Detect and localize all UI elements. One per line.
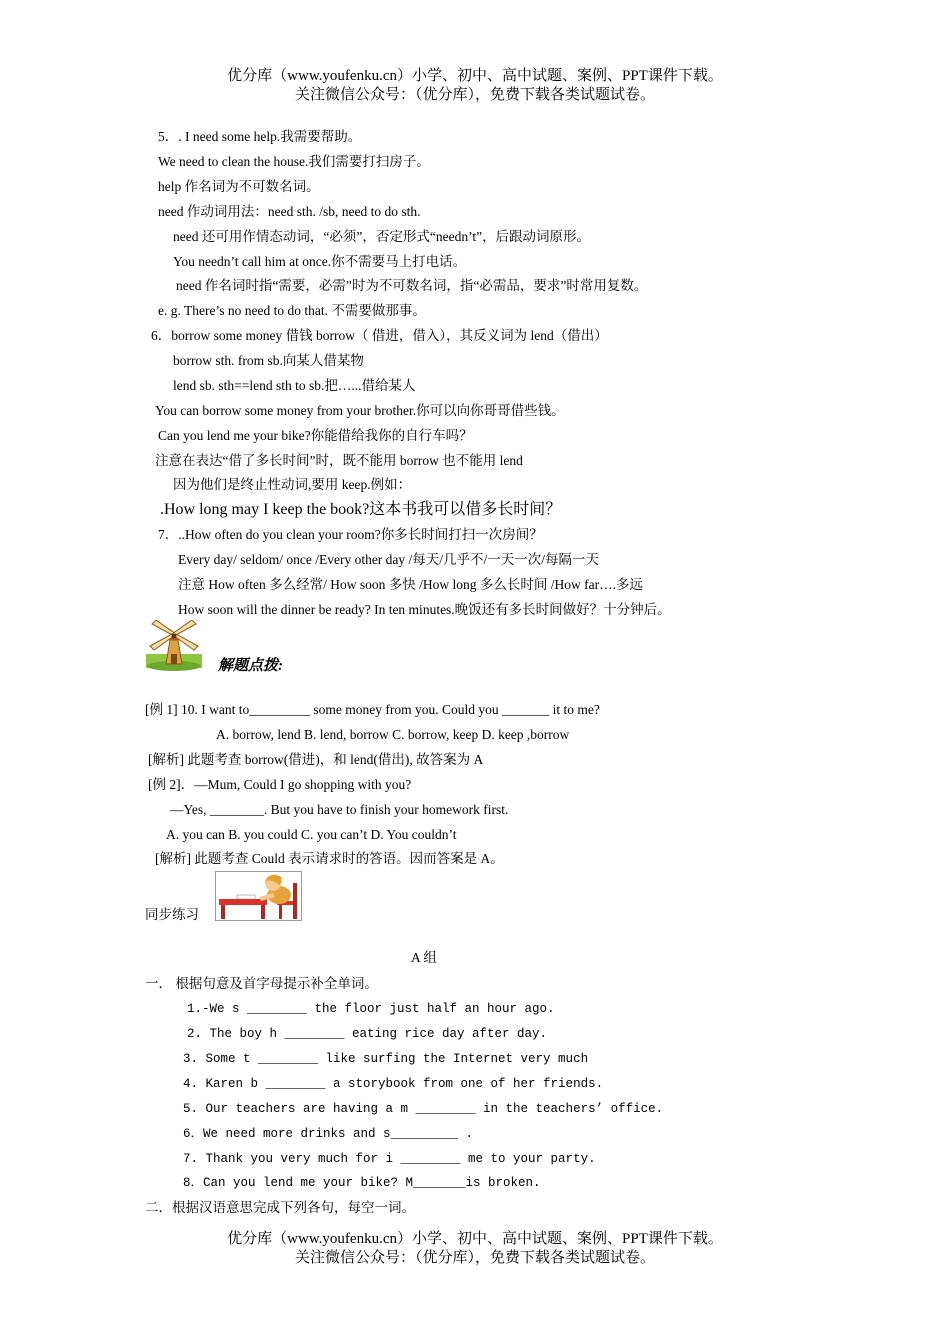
- note-line: 5．. I need some help.我需要帮助。: [158, 129, 362, 144]
- note-line: help 作名词为不可数名词。: [158, 179, 320, 194]
- note-line: 6．borrow some money 借钱 borrow（ 借进，借入），其反义词为 lend（借出）: [151, 328, 608, 343]
- exercise-item: 3. Some t ________ like surfing the Internet very much: [183, 1052, 589, 1066]
- group-a-title: A 组: [411, 950, 437, 965]
- exercise-item: 1.-We s ________ the floor just half an hour ago.: [187, 1002, 555, 1016]
- section2-title: 二．根据汉语意思完成下列各句，每空一词。: [145, 1200, 415, 1215]
- note-line: 注意在表达“借了多长时间”时，既不能用 borrow 也不能用 lend: [155, 453, 523, 468]
- note-line: 7．..How often do you clean your room?你多长时间打扫一次房间？: [158, 527, 543, 542]
- practice-label: 同步练习: [145, 907, 199, 922]
- example-options: A. you can B. you could C. you can’t D. You couldn’t: [166, 827, 457, 842]
- note-line: lend sb. sth==lend sth to sb.把…...借给某人: [173, 378, 416, 393]
- footer-line-2: 关注微信公众号：（优分库），免费下载各类试题试卷。: [294, 1250, 655, 1266]
- note-line: How soon will the dinner be ready? In ten minutes.晚饭还有多长时间做好？十分钟后。: [178, 602, 671, 617]
- note-line: borrow sth. from sb.向某人借某物: [173, 353, 364, 368]
- note-line: We need to clean the house.我们需要打扫房子。: [158, 154, 430, 169]
- exercise-item: 6．We need more drinks and s_________ .: [183, 1127, 474, 1141]
- note-line: 因为他们是终止性动词,要用 keep.例如：: [173, 477, 412, 492]
- windmill-icon: [146, 620, 202, 672]
- student-writing-icon: [215, 871, 302, 921]
- footer-line-1: 优分库（www.youfenku.cn）小学、初中、高中试题、案例、PPT课件下载。: [227, 1231, 723, 1247]
- exercise-item: 7. Thank you very much for i ________ me to your party.: [183, 1152, 596, 1166]
- example-analysis: [解析] 此题考查 borrow(借进)，和 lend(借出), 故答案为 A: [148, 752, 484, 767]
- header-line-2: 关注微信公众号：（优分库），免费下载各类试题试卷。: [294, 87, 655, 103]
- note-line: 注意 How often 多么经常/ How soon 多快 /How long 多么长时间 /How far….多远: [178, 577, 643, 592]
- tips-title: 解题点拨:: [218, 658, 283, 674]
- exercise-item: 8．Can you lend me your bike? M_______is broken.: [183, 1176, 541, 1190]
- example-line: —Yes, ________. But you have to finish your homework first.: [170, 802, 509, 817]
- example-analysis: [解析] 此题考查 Could 表示请求时的答语。因而答案是 A。: [155, 851, 504, 866]
- exercise-item: 2. The boy h ________ eating rice day after day.: [187, 1027, 548, 1041]
- example-options: A. borrow, lend B. lend, borrow C. borrow, keep D. keep ,borrow: [216, 727, 570, 742]
- note-line: .How long may I keep the book?这本书我可以借多长时间？: [160, 501, 562, 518]
- note-line: e. g. There’s no need to do that. 不需要做那事。: [158, 303, 426, 318]
- note-line: Every day/ seldom/ once /Every other day /每天/几乎不/一天一次/每隔一天: [178, 552, 600, 567]
- exercise-item: 5. Our teachers are having a m ________ in the teachers’ office.: [183, 1102, 664, 1116]
- exercise-item: 4. Karen b ________ a storybook from one of her friends.: [183, 1077, 604, 1091]
- example-line: [例 1] 10. I want to_________ some money from you. Could you _______ it to me?: [145, 702, 600, 717]
- note-line: You needn’t call him at once.你不需要马上打电话。: [173, 254, 467, 269]
- header-line-1: 优分库（www.youfenku.cn）小学、初中、高中试题、案例、PPT课件下载。: [227, 68, 723, 84]
- note-line: Can you lend me your bike?你能借给我你的自行车吗？: [158, 428, 473, 443]
- note-line: need 作名词时指“需要，必需”时为不可数名词，指“必需品，要求”时常用复数。: [176, 278, 648, 293]
- example-line: [例 2]．—Mum, Could I go shopping with you?: [148, 777, 412, 792]
- section1-title: 一． 根据句意及首字母提示补全单词。: [145, 976, 378, 991]
- note-line: need 还可用作情态动词，“必须”，否定形式“needn’t”，后跟动词原形。: [173, 229, 591, 244]
- note-line: need 作动词用法：need sth. /sb, need to do sth.: [158, 204, 421, 219]
- note-line: You can borrow some money from your brother.你可以向你哥哥借些钱。: [155, 403, 565, 418]
